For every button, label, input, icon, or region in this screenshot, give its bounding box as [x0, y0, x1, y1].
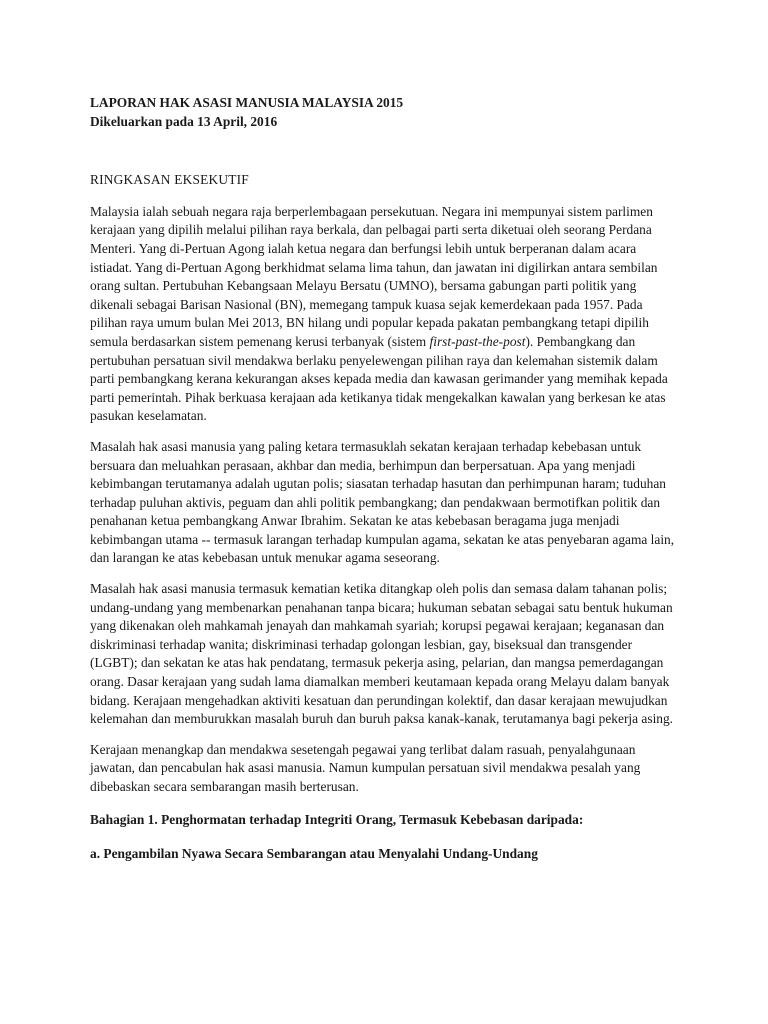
section-1-heading: Bahagian 1. Penghormatan terhadap Integriti Orang, Termasuk Kebebasan daripada: [90, 811, 584, 827]
paragraph-1 [90, 203, 680, 426]
report-title: LAPORAN HAK ASASI MANUSIA MALAYSIA 2015 [90, 95, 404, 110]
document-body [90, 94, 680, 864]
paragraph-2: Masalah hak asasi manusia yang paling ketara termasuklah sekatan kerajaan terhadap kebebasan untuk bersuara dan meluahkan perasaan, akhbar dan media, berhimpun dan berpersatuan. Apa yang menjadi kebimbangan terutamanya adalah ugutan polis; siasatan terhadap hasutan dan perhimpunan haram; tuduhan terhadap puluhan aktivis, peguam dan ahli politik pembangkang; dan pendakwaan bermotifkan politik dan penahanan ketua pembangkang Anwar Ibrahim. Sekatan ke atas kebebasan beragama juga menjadi kebimbangan utama -- termasuk larangan terhadap kumpulan agama, sekatan ke atas penyebaran agama lain, dan larangan ke atas kebebasan untuk menukar agama seseorang. [90, 438, 675, 566]
issue-date: Dikeluarkan pada 13 April, 2016 [90, 113, 278, 129]
executive-summary-heading: RINGKASAN EKSEKUTIF [90, 172, 249, 188]
paragraph-1-italic-term: first-past-the-post [429, 333, 526, 349]
paragraph-4: Kerajaan menangkap dan mendakwa sesetengah pegawai yang terlibat dalam rasuah, penyalahgunaan jawatan, dan pencabulan hak asasi manusia. Namun kumpulan persatuan sivil mendakwa pesalah yang dibebaskan secara sembarangan masih berterusan. [90, 741, 641, 794]
paragraph-3: Masalah hak asasi manusia termasuk kematian ketika ditangkap oleh polis dan semasa dalam tahanan polis; undang-undang yang membenarkan penahanan tanpa bicara; hukuman sebatan sebagai satu bentuk hukuman yang dikenakan oleh mahkamah jenayah dan mahkamah syariah; korupsi pegawai kerajaan; keganasan dan diskriminasi terhadap wanita; diskriminasi terhadap golongan lesbian, gay, biseksual dan transgender (LGBT); dan sekatan ke atas hak pendatang, termasuk pekerja asing, pelarian, dan mangsa pemerdagangan orang. Dasar kerajaan yang sudah lama diamalkan memberi keutamaan kepada orang Melayu dalam banyak bidang. Kerajaan mengehadkan aktiviti kesatuan dan perundingan kolektif, dan dasar kerajaan mewujudkan kelemahan dan memburukkan masalah buruh dan buruh paksa kanak-kanak, terutamanya bagi pekerja asing. [90, 581, 674, 727]
paragraph-1-text-a: Malaysia ialah sebuah negara raja berperlembagaan persekutuan. Negara ini mempunyai sistem parlimen kerajaan yang dipilih melalui pilihan raya berkala, dan pelbagai parti serta diketuai oleh seorang Perdana Menteri. Yang di-Pertuan Agong ialah ketua negara dan berfungsi lebih untuk berperanan dalam acara istiadat. Yang di-Pertuan Agong berkhidmat selama lima tahun, dan jawatan ini digilirkan antara sembilan orang sultan. Pertubuhan Kebangsaan Melayu Bersatu (UMNO), bersama gabungan parti politik yang dikenali sebagai Barisan Nasional (BN), memegang tampuk kuasa sejak kemerdekaan pada 1957. Pada pilihan raya umum bulan Mei 2013, BN hilang undi popular kepada pakatan pembangkang tetapi dipilih semula berdasarkan sistem pemenang kerusi terbanyak (sistem [90, 203, 658, 349]
paragraph-1-text-b: ). Pembangkang dan pertubuhan persatuan sivil mendakwa berlaku penyelewengan pilihan raya dan kelemahan sistemik dalam parti pembangkang kerana kekurangan akses kepada media dan kawasan gerimander yang memihak kepada parti pemerintah. Pihak berkuasa kerajaan ada ketikanya tidak mengekalkan kawalan yang berkesan ke atas pasukan keselamatan. [90, 333, 668, 424]
subsection-a-heading: a. Pengambilan Nyawa Secara Sembarangan atau Menyalahi Undang-Undang [90, 846, 538, 862]
